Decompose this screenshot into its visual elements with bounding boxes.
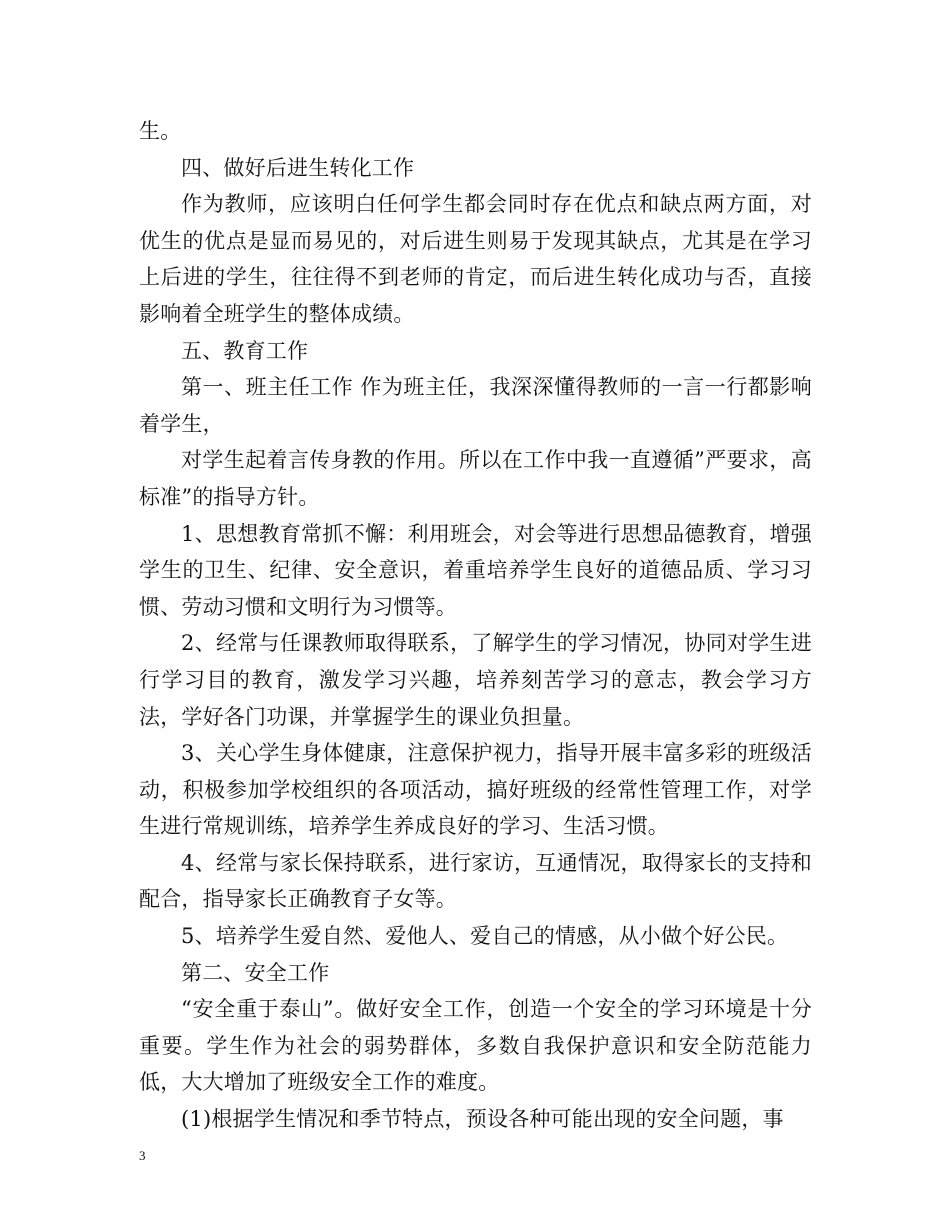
list-item-2: 2、经常与任课教师取得联系，了解学生的学习情况，协同对学生进行学习目的教育，激发学习兴趣，培养刻苦学习的意志，教会学习方法，学好各门功课，并掌握学生的课业负担量。	[139, 631, 812, 729]
list-item-5: 5、培养学生爱自然、爱他人、爱自己的情感，从小做个好公民。	[181, 924, 789, 949]
subsection-heading-2: 第二、安全工作	[181, 960, 330, 985]
list-item-1: 1、思想教育常抓不懈：利用班会，对会等进行思想品德教育，增强学生的卫生、纪律、安全意识，着重培养学生良好的道德品质、学习习惯、劳动习惯和文明行为习惯等。	[139, 521, 812, 619]
section-heading-4: 四、做好后进生转化工作	[181, 155, 415, 180]
paragraph: 对学生起着言传身教的作用。所以在工作中我一直遵循”严要求，高标准”的指导方针。	[139, 448, 812, 509]
paragraph: “安全重于泰山”。做好安全工作，创造一个安全的学习环境是十分重要。学生作为社会的弱势群体，多数自我保护意识和安全防范能力低，大大增加了班级安全工作的难度。	[139, 997, 812, 1095]
list-item-4: 4、经常与家长保持联系，进行家访，互通情况，取得家长的支持和配合，指导家长正确教育子女等。	[139, 850, 812, 912]
paragraph-continuation: 生。	[139, 119, 182, 143]
subsection-heading-1: 第一、班主任工作 作为班主任，我深深懂得教师的一言一行都影响着学生，	[139, 375, 812, 436]
document-body	[139, 113, 812, 1138]
section-heading-5: 五、教育工作	[181, 338, 309, 363]
paragraph: (1)根据学生情况和季节特点，预设各种可能出现的安全问题，事	[181, 1107, 784, 1132]
list-item-3: 3、关心学生身体健康，注意保护视力，指导开展丰富多彩的班级活动，积极参加学校组织的各项活动，搞好班级的经常性管理工作，对学生进行常规训练，培养学生养成良好的学习、生活习惯。	[139, 741, 812, 839]
paragraph: 作为教师，应该明白任何学生都会同时存在优点和缺点两方面，对优生的优点是显而易见的，对后进生则易于发现其缺点，尤其是在学习上后进的学生，往往得不到老师的肯定，而后进生转化成功与否，直接影响着全班学生的整体成绩。	[139, 192, 812, 326]
page-number: 3	[139, 1148, 146, 1163]
